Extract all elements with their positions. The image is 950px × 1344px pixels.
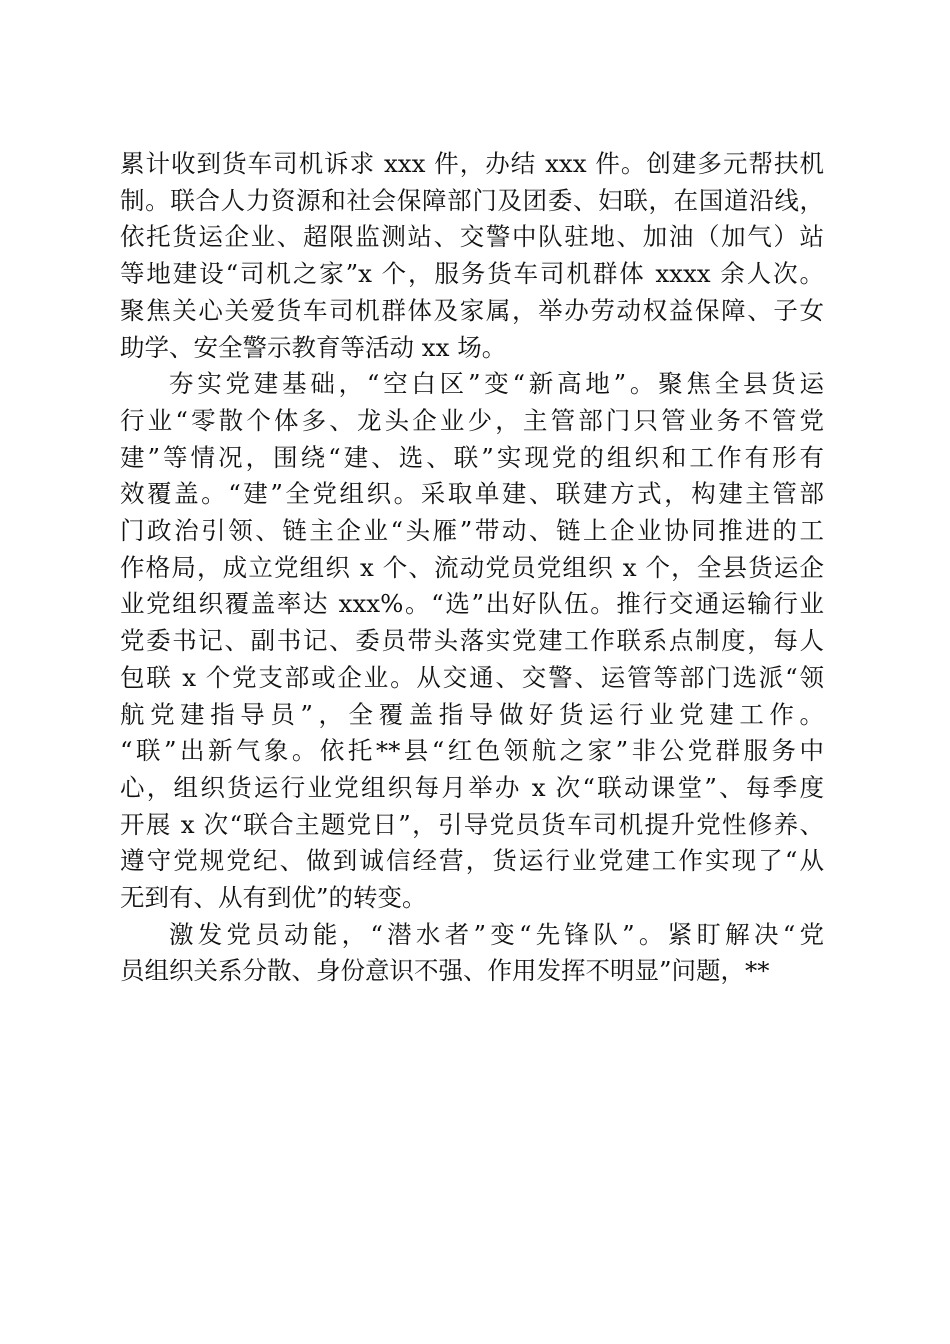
text-line: “联”出新气象。依托**县“红色领航之家”非公党群服务中	[120, 736, 824, 766]
text-line: 效覆盖。“建”全党组织。采取单建、联建方式，构建主管部	[120, 479, 824, 509]
text-line: 累计收到货车司机诉求 xxx 件，办结 xxx 件。创建多元帮扶机	[120, 149, 824, 178]
text-line: 心，组织货运行业党组织每月举办 x 次“联动课堂”、每季度	[120, 772, 824, 802]
text-line: 业党组织覆盖率达 xxx%。“选”出好队伍。推行交通运输行业	[120, 589, 824, 619]
paragraph-3	[120, 917, 824, 990]
text-line: 激发党员动能，“潜水者”变“先锋队”。紧盯解决“党	[169, 919, 824, 949]
text-line: 聚焦关心关爱货车司机群体及家属，举办劳动权益保障、子女	[120, 295, 824, 325]
text-line: 建”等情况，围绕“建、选、联”实现党的组织和工作有形有	[120, 442, 824, 472]
paragraph-2	[120, 366, 824, 917]
text-line: 无到有、从有到优”的转变。	[120, 883, 427, 913]
text-line: 党委书记、副书记、委员带头落实党建工作联系点制度，每人	[120, 626, 824, 656]
text-line: 门政治引领、链主企业“头雁”带动、链上企业协同推进的工	[120, 516, 824, 546]
text-line: 包联 x 个党支部或企业。从交通、交警、运管等部门选派“领	[120, 662, 824, 692]
text-line: 开展 x 次“联合主题党日”，引导党员货车司机提升党性修养、	[120, 809, 824, 839]
text-line: 遵守党规党纪、做到诚信经营，货运行业党建工作实现了“从	[120, 846, 824, 876]
text-line: 作格局，成立党组织 x 个、流动党员党组织 x 个，全县货运企	[120, 552, 824, 582]
text-line: 等地建设“司机之家”x 个，服务货车司机群体 xxxx 余人次。	[120, 259, 824, 289]
text-line: 制。联合人力资源和社会保障部门及团委、妇联，在国道沿线，	[120, 185, 824, 215]
text-line: 员组织关系分散、身份意识不强、作用发挥不明显”问题，**	[120, 956, 770, 986]
text-line: 行业“零散个体多、龙头企业少，主管部门只管业务不管党	[120, 405, 824, 435]
paragraph-1	[120, 146, 824, 366]
document-body	[120, 146, 824, 990]
text-line: 助学、安全警示教育等活动 xx 场。	[120, 332, 507, 362]
text-line: 夯实党建基础，“空白区”变“新高地”。聚焦全县货运	[169, 369, 824, 399]
text-line: 航党建指导员”，全覆盖指导做好货运行业党建工作。	[120, 699, 824, 729]
text-line: 依托货运企业、超限监测站、交警中队驻地、加油（加气）站	[120, 222, 824, 252]
